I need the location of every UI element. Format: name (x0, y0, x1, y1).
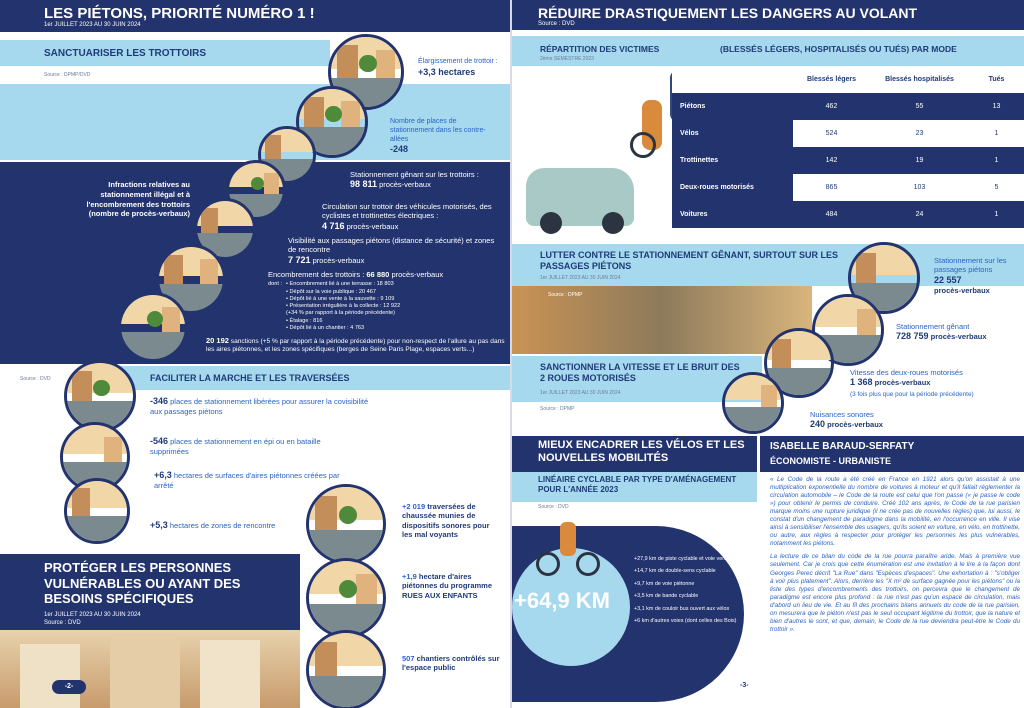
parking-genant-pv: procès-verbaux (930, 332, 987, 342)
traffic-value: 4 716 (322, 220, 345, 231)
row-label: Deux-roues motorisés (672, 174, 793, 201)
speed-stat (850, 368, 1020, 399)
clutter-item: • Dépôt lié à un chantier : 4 763 (286, 324, 365, 331)
bikes-item: +3,5 km de bande cyclable (634, 593, 699, 600)
clutter-value: 66 880 (366, 270, 390, 279)
walk-item-text: hectares de surfaces d'aires piétonnes créées par arrêté (154, 471, 340, 491)
parking-genant-label: Stationnement gênant (896, 322, 970, 331)
speed-pv: procès-verbaux (874, 378, 931, 388)
table-cell: 865 (793, 174, 870, 201)
widening-label: Élargissement de trottoir : (418, 58, 498, 65)
quote-role: ÉCONOMISTE - URBANISTE (770, 456, 892, 466)
protect-item-text: chantiers contrôlés sur l'espace public (402, 654, 500, 673)
protect-item-value: +2 019 (402, 502, 426, 511)
clutter-list (268, 281, 508, 332)
quote-paragraph: « Le Code de la route a été créé en France en 1921 alors qu'on assistait à une multiplication exponentielle du nombre de voitures à moteur et qu'il fallait réglementer la circulation automobile – le Code de la route est celui que l'on passe (« je passe le code ») pour obtenir le permis de conduire. Créé 102 ans après, le Code de la rue parisien marque moins une rupture juridique (il ne crée pas de nouvelles règles) que, lui aussi, le constat d'un changement de paradigme dans la mobilité, en l'occurrence en ville. Il vise ainsi à sensibiliser l'ensemble des usagers, qu'ils soient en voiture, en vélo, en trottinette, ou autre, aux règles à respecter pour protéger les personnes les plus vulnérables, notamment les piétons. (770, 476, 1020, 548)
noise-value: 240 (810, 419, 826, 430)
table-cell: 55 (870, 93, 969, 120)
sidewalks-title: SANCTUARISER LES TROTTOIRS (44, 48, 207, 59)
sidewalks-source: Source : DPMP/DVD (44, 72, 91, 78)
protect-item-value: 507 (402, 654, 415, 663)
bikes-title: MIEUX ENCADRER LES VÉLOS ET LES NOUVELLES MOBILITÉS (538, 439, 745, 465)
protect-item (402, 572, 502, 600)
protect-item (402, 654, 502, 673)
protect-title: PROTÉGER LES PERSONNES VULNÉRABLES OU AYANT DES BESOINS SPÉCIFIQUES (44, 560, 241, 607)
speed-source: Source : DPMP (540, 406, 575, 412)
street-photo-12 (306, 558, 386, 638)
victims-table (672, 66, 1024, 228)
right-page-number: -3- (740, 682, 749, 689)
walk-item-text: hectares de zones de rencontre (169, 521, 276, 530)
walk-source: Source : DVD (20, 376, 51, 382)
buildings-illustration (0, 630, 300, 708)
parking-sidewalk-pv: procès-verbaux (379, 180, 431, 190)
walk-title: FACILITER LA MARCHE ET LES TRAVERSÉES (150, 373, 350, 383)
street-photo-13 (306, 630, 386, 708)
speed-title: SANCTIONNER LA VITESSE ET LE BRUIT DES 2 ROUES MOTORISÉS (540, 362, 740, 383)
bikes-sub-banner (512, 472, 757, 502)
parking-period: 1er JUILLET 2023 AU 30 JUIN 2024 (540, 275, 621, 281)
street-photo-8 (64, 360, 136, 432)
victims-title2: (BLESSÉS LÉGERS, HOSPITALISÉS OU TUÉS) PAR MODE (720, 44, 957, 54)
walk-item-value: -546 (150, 436, 169, 446)
table-cell: 5 (969, 174, 1024, 201)
clutter-label: Encombrement des trottoirs : (268, 270, 365, 279)
sidewalks-banner (0, 40, 330, 66)
traffic-label: Circulation sur trottoir des véhicules motorisés, des cyclistes et trottinettes électriques : (322, 202, 492, 221)
crossing-pv: procès-verbaux (312, 255, 365, 265)
left-page (0, 0, 510, 708)
cyclists-illustration (530, 512, 610, 582)
quote-author: ISABELLE BARAUD-SERFATY (770, 441, 915, 452)
street-photo-10 (64, 478, 130, 544)
protect-item-text: hectare d'aires piétonnes du programme RUES AUX ENFANTS (402, 572, 493, 600)
victims-title: RÉPARTITION DES VICTIMES (540, 44, 660, 54)
bikes-banner (512, 436, 757, 472)
protect-period: 1er JUILLET 2023 AU 30 JUIN 2024 (44, 612, 141, 618)
parking-sidewalk-stat (350, 170, 505, 191)
row-label: Trottinettes (672, 147, 793, 174)
parking-genant-stat (896, 322, 1016, 343)
speed-photo-2 (722, 372, 784, 434)
bikes-list (634, 556, 742, 625)
walk-item-text: places de stationnement en épi ou en bataille supprimées (150, 437, 321, 457)
clutter-dont: dont : (268, 281, 282, 287)
protect-block (0, 554, 300, 630)
parking-sidewalk-label: Stationnement gênant sur les trottoirs : (350, 170, 479, 179)
walk-item (150, 436, 350, 457)
bikes-source: Source : DVD (538, 504, 569, 510)
bikes-total: +64,9 KM (514, 588, 610, 613)
contre-allees-label: Nombre de places de stationnement dans les contre-allées (390, 118, 486, 143)
street-photo-7 (118, 292, 188, 362)
quote-text (770, 476, 1020, 634)
widening-stat (418, 58, 506, 79)
parking-crossing-value: 22 557 (934, 274, 962, 285)
quote-header (760, 436, 1024, 472)
table-row (672, 174, 1024, 201)
sanctions-text: sanctions (+5 % par rapport à la période précédente) pour non-respect de l'allure au pas dans les aires piétonnes, et les zones spécifiques (berges de Seine Paris Plage, espaces verts...) (206, 338, 505, 354)
bikes-item: +6 km d'autres voies (dont celles des Bois) (634, 618, 737, 625)
parking-crossing-pv: procès-verbaux (934, 286, 990, 295)
row-label: Vélos (672, 120, 793, 147)
clutter-item: • Encombrement lié à une terrasse : 18 803 (286, 281, 394, 288)
column-header: Blessés hospitalisés (870, 66, 969, 93)
clutter-item: • Dépôt lié à une vente à la sauvette : 9 109 (286, 295, 395, 302)
bikes-item: +3,1 km de couloir bus ouvert aux vélos (634, 605, 730, 612)
left-page-title: LES PIÉTONS, PRIORITÉ NUMÉRO 1 ! (44, 5, 315, 22)
left-page-number: -2- (52, 680, 86, 694)
victims-header-row (672, 66, 1024, 93)
contre-allees-value: -248 (390, 144, 409, 155)
table-row (672, 201, 1024, 228)
speed-value: 1 368 (850, 377, 873, 388)
quote-paragraph: La lecture de ce bilan du code de la rue pourra paraître aride. Mais à première vue seulement. Car je crois que cette énumération est une invitation à le lire à la façon dont Georges Perec décrit "La Rue" dans "Espèces d'espaces". Une exhortation à : "s'obliger à voir plus platement". Alors, derrière les "X m² de surface gagnée pour les piétons" ou la liste des types d'encombrements des trottoirs, on percevra que le changement de paradigme est encore plus profond : la rue n'est pas qu'un espace de circulation, mais d'abord un lieu de vie. Et au fil des prochains bilans annuels du code de la rue parisien, on mesurera que le piéton n'est pas le seul occupant légitime du trottoir, que la nature et bien d'autres le sont, et que, demain, le Code de la rue deviendra peut-être le Code du trottoir ». (770, 553, 1020, 633)
bikes-item: +14,7 km de double-sens cyclable (634, 568, 716, 575)
bikes-item: +9,7 km de voie piétonne (634, 580, 695, 587)
right-source: Source : DVD (538, 21, 575, 27)
noise-pv: procès-verbaux (827, 420, 883, 430)
walk-item (150, 396, 370, 417)
right-page (512, 0, 1024, 708)
column-header: Tués (969, 66, 1024, 93)
parking-genant-value: 728 759 (896, 331, 929, 342)
sanctions-value: 20 192 (206, 336, 229, 345)
infractions-title: Infractions relatives au stationnement illégal et à l'encombrement des trottoirs (nombre de procès-verbaux) (86, 180, 190, 219)
protect-source: Source : DVD (44, 620, 81, 626)
traffic-pv: procès-verbaux (346, 221, 399, 231)
table-cell: 1 (969, 120, 1024, 147)
widening-value: +3,3 hectares (418, 66, 476, 77)
right-page-title: RÉDUIRE DRASTIQUEMENT LES DANGERS AU VOLANT (538, 5, 918, 21)
noise-label: Nuisances sonores (810, 410, 874, 419)
table-cell: 24 (870, 201, 969, 228)
table-cell: 23 (870, 120, 969, 147)
table-cell: 103 (870, 174, 969, 201)
clutter-item: • Étalage : 816 (286, 317, 323, 324)
walk-item-value: +6,3 (154, 470, 172, 480)
speed-label: Vitesse des deux-roues motorisés (850, 368, 963, 377)
victims-period: 2ème SEMESTRE 2023 (540, 56, 594, 62)
noise-stat (810, 410, 930, 431)
clutter-item: (+34 % par rapport à la période précédente) (286, 310, 395, 317)
table-row (672, 147, 1024, 174)
table-row (672, 93, 1024, 120)
parking-sidewalk-value: 98 811 (350, 179, 378, 190)
table-cell: 484 (793, 201, 870, 228)
sanctions-stat (206, 336, 506, 354)
walk-item-value: +5,3 (150, 520, 168, 530)
table-cell: 462 (793, 93, 870, 120)
street-photo-11 (306, 484, 386, 564)
speed-period: 1er JUILLET 2023 AU 30 JUIN 2024 (540, 390, 621, 396)
table-cell: 1 (969, 147, 1024, 174)
table-row (672, 120, 1024, 147)
crossing-stat (288, 236, 504, 266)
bikes-sub-title: LINÉAIRE CYCLABLE PAR TYPE D'AMÉNAGEMENT POUR L'ANNÉE 2023 (538, 475, 737, 494)
table-cell: 1 (969, 201, 1024, 228)
table-cell: 13 (969, 93, 1024, 120)
walk-item (150, 520, 300, 531)
left-period: 1er JUILLET 2023 AU 30 JUIN 2024 (44, 22, 141, 28)
clutter-stat (268, 270, 508, 279)
crossing-label: Visibilité aux passages piétons (distance de sécurité) et zones de rencontre (288, 236, 495, 255)
walk-item-value: -346 (150, 396, 169, 406)
bikes-item: +27,9 km de piste cyclable et voie verte (634, 556, 729, 562)
protect-item-text: traversées de chaussée munies de dispositifs sonores pour les mal voyants (402, 502, 490, 540)
parking-source: Source : DPMP (548, 292, 583, 298)
protect-item-value: +1,9 (402, 572, 417, 581)
clutter-pv: procès-verbaux (391, 270, 444, 279)
parking-crossing-stat (934, 256, 1024, 295)
clutter-item: • Présentation irrégulière à la collecte : 12 922 (286, 303, 401, 310)
row-label: Voitures (672, 201, 793, 228)
walk-item-text: places de stationnement libérées pour assurer la covisibilité aux passages piétons (150, 397, 369, 417)
clutter-item: • Dépôt sur la voie publique : 20 467 (286, 288, 376, 295)
table-cell: 524 (793, 120, 870, 147)
column-header: Blessés légers (793, 66, 870, 93)
table-cell: 142 (793, 147, 870, 174)
traffic-stat (322, 202, 508, 232)
protect-item (402, 502, 502, 540)
row-label: Piétons (672, 93, 793, 120)
walk-banner (104, 366, 510, 390)
table-cell: 19 (870, 147, 969, 174)
parking-title: LUTTER CONTRE LE STATIONNEMENT GÊNANT, SURTOUT SUR LES PASSAGES PIÉTONS (540, 250, 839, 271)
crossing-value: 7 721 (288, 254, 311, 265)
contre-allees-stat (390, 118, 490, 156)
right-header (512, 0, 1024, 30)
left-header (0, 0, 510, 32)
speed-note: (3 fois plus que pour la période précédente) (850, 390, 974, 398)
parking-crossing-label: Stationnement sur les passages piétons (934, 256, 1007, 275)
